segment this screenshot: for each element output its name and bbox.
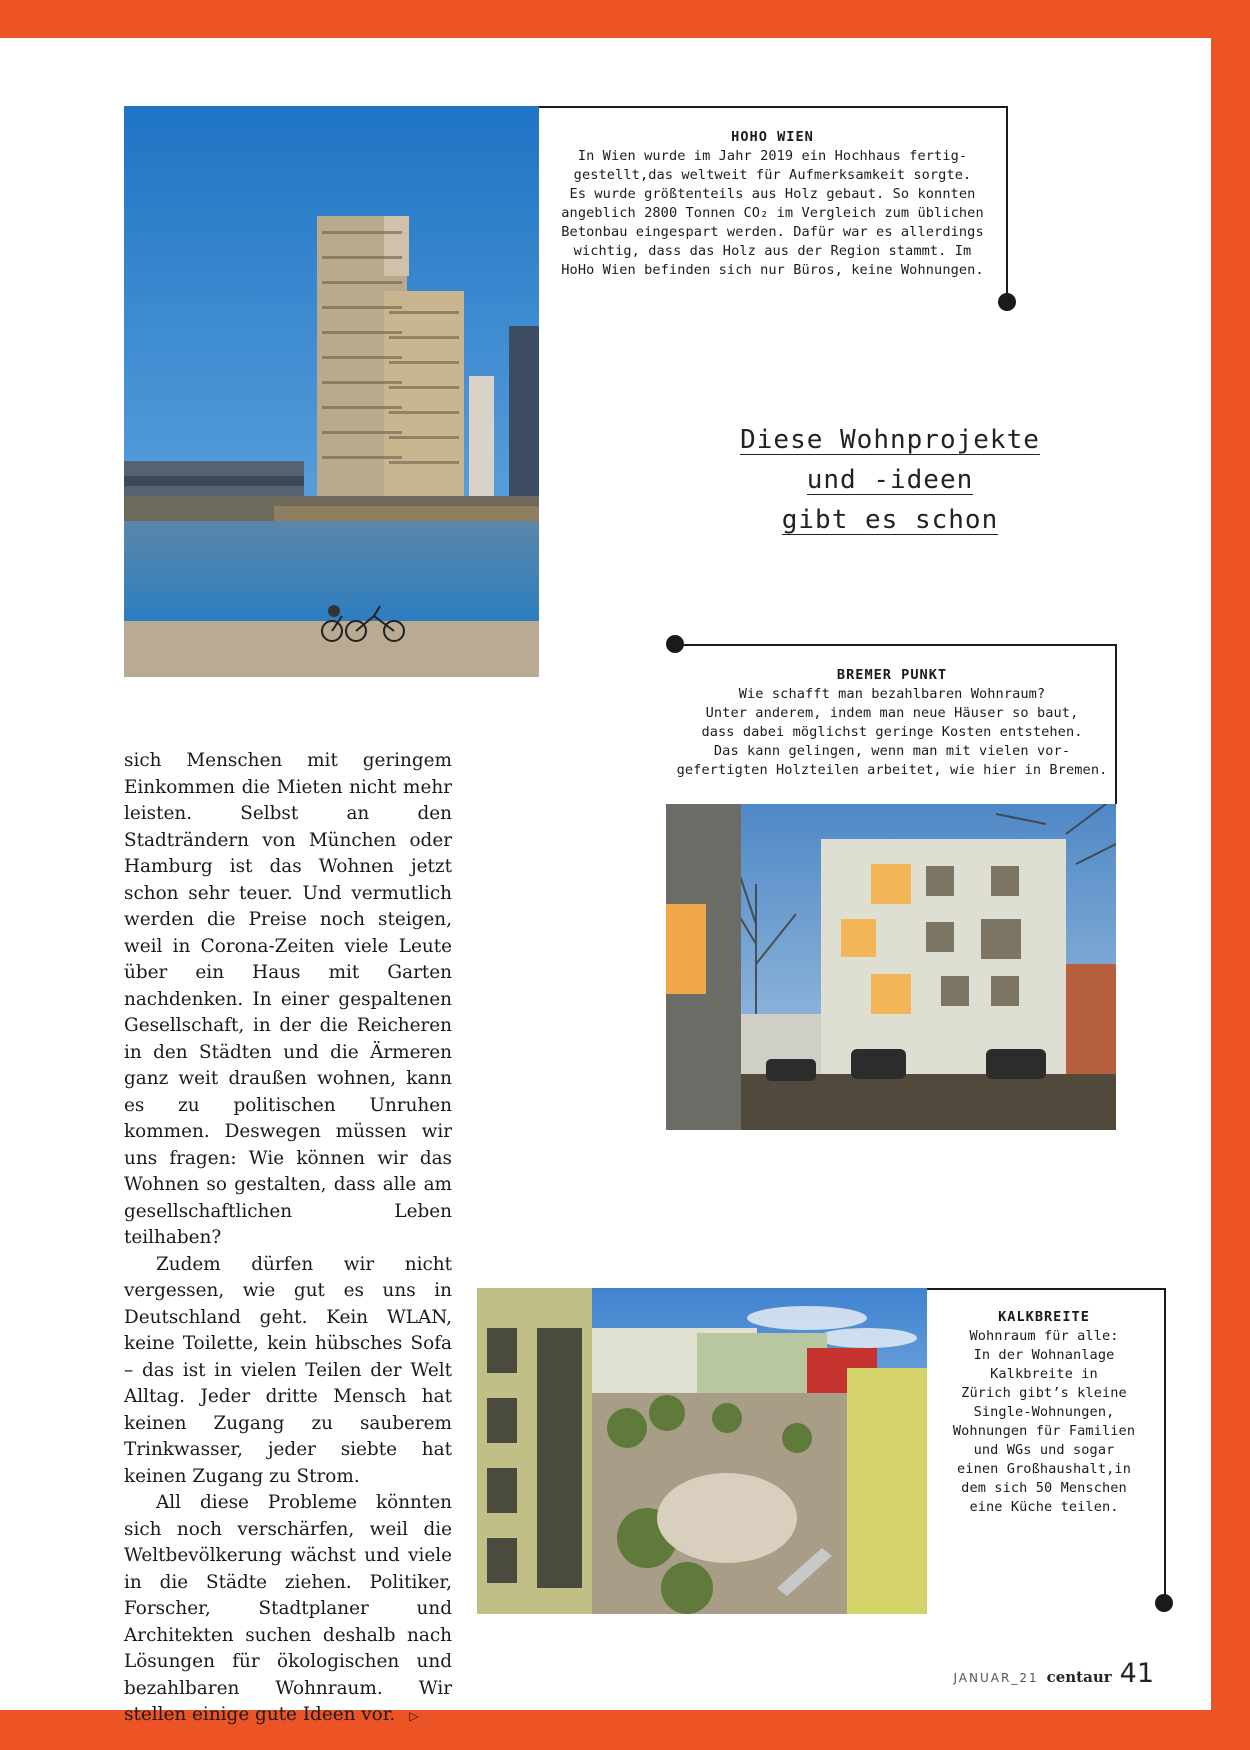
body-paragraph: sich Menschen mit geringem Einkommen die Mieten nicht mehr leisten. Selbst an den Stadträndern von München oder Hamburg ist das Wohnen jetzt schon sehr teuer. Und vermutlich werden die Preise noch steigen, weil in Corona-Zeiten viele Leute über ein Haus mit Garten nachdenken. In einer gespaltenen Gesellschaft, in der die Reicheren in den Städten und die Ärmeren ganz weit draußen wohnen, kann es zu politischen Unruhen kommen. Deswegen müssen wir uns fragen: Wie können wir das Wohnen so gestalten, dass alle am gesellschaftlichen Leben teilhaben? (124, 750, 452, 1248)
kalkbreite-caption (935, 1308, 1153, 1517)
section-headline (700, 420, 1080, 540)
headline-line-3: gibt es schon (781, 505, 999, 535)
kalkbreite-caption-title: KALKBREITE (998, 1309, 1090, 1325)
kalkbreite-caption-line: Single-Wohnungen, (973, 1404, 1115, 1420)
kalkbreite-caption-line: Kalkbreite in (990, 1366, 1098, 1382)
hoho-caption (545, 128, 1000, 280)
body-paragraph-text: All diese Probleme könnten sich noch verschärfen, weil die Weltbevölkerung wächst und viele in die Städte ziehen. Politiker, Forscher, Stadtplaner und Architekten suchen deshalb nach Lösungen für ökologischen und bezahlbaren Wohnraum. Wir stellen einige gute Ideen vor. (124, 1492, 452, 1725)
kalkbreite-caption-line: In der Wohnanlage (973, 1347, 1115, 1363)
hoho-caption-line: Betonbau eingespart werden. Dafür war es allerdings (561, 224, 984, 240)
kalkbreite-caption-frame-right (1164, 1288, 1166, 1604)
kalkbreite-caption-dot (1155, 1594, 1173, 1612)
bremer-caption-line: gefertigten Holzteilen arbeitet, wie hier in Bremen. (676, 762, 1108, 778)
bremer-caption (668, 666, 1116, 780)
hoho-caption-frame-top (539, 106, 1007, 108)
bremer-caption-line: Wie schafft man bezahlbaren Wohnraum? (738, 686, 1046, 702)
hoho-caption-line: In Wien wurde im Jahr 2019 ein Hochhaus fertig- (577, 148, 968, 164)
kalkbreite-caption-line: eine Küche teilen. (969, 1499, 1119, 1515)
hoho-caption-frame-right (1006, 106, 1008, 302)
kalkbreite-caption-line: Zürich gibt’s kleine (961, 1385, 1127, 1401)
article-body (124, 748, 452, 1730)
headline-line-1: Diese Wohnprojekte (740, 425, 1040, 455)
continue-arrow-icon: ▷ (409, 1709, 419, 1723)
kalkbreite-caption-line: Wohnraum für alle: (969, 1328, 1119, 1344)
hoho-caption-line: HoHo Wien befinden sich nur Büros, keine Wohnungen. (561, 262, 984, 278)
hoho-caption-line: gestellt,das weltweit für Aufmerksamkeit sorgte. (573, 167, 972, 183)
kalkbreite-caption-line: und WGs und sogar (973, 1442, 1115, 1458)
kalkbreite-photo (477, 1288, 927, 1614)
hoho-caption-dot (998, 293, 1016, 311)
hoho-caption-line: angeblich 2800 Tonnen CO₂ im Vergleich zum üblichen (561, 205, 984, 221)
kalkbreite-caption-line: einen Großhaushalt,in (957, 1461, 1131, 1477)
headline-line-2: und -ideen (806, 465, 974, 495)
bremer-caption-line: dass dabei möglichst geringe Kosten entstehen. (701, 724, 1083, 740)
body-paragraph: Zudem dürfen wir nicht vergessen, wie gut es uns in Deutschland geht. Kein WLAN, keine Toilette, kein hübsches Sofa – das ist in vielen Teilen der Welt Alltag. Jeder dritte Mensch hat keinen Zugang zu sauberem Trinkwasser, jeder siebte hat keinen Zugang zu Strom. (124, 1253, 452, 1487)
kalkbreite-caption-line: dem sich 50 Menschen (961, 1480, 1127, 1496)
hoho-caption-line: Es wurde größtenteils aus Holz gebaut. So konnten (569, 186, 976, 202)
bremer-punkt-photo (666, 804, 1116, 1130)
magazine-logo: centaur (1046, 1668, 1112, 1686)
hoho-wien-photo (124, 106, 539, 677)
bremer-caption-frame-top (675, 644, 1116, 646)
bremer-caption-title: BREMER PUNKT (836, 667, 948, 683)
hoho-caption-line: wichtig, dass das Holz aus der Region stammt. Im (573, 243, 972, 259)
hoho-caption-title: HOHO WIEN (731, 129, 814, 145)
page-footer (953, 1658, 1154, 1689)
bremer-caption-line: Unter anderem, indem man neue Häuser so baut, (705, 705, 1079, 721)
page-number: 41 (1119, 1658, 1154, 1689)
body-paragraph (124, 1490, 452, 1730)
issue-date: JANUAR_21 (953, 1671, 1039, 1685)
kalkbreite-caption-line: Wohnungen für Familien (952, 1423, 1136, 1439)
kalkbreite-caption-frame-top (927, 1288, 1166, 1290)
bremer-caption-line: Das kann gelingen, wenn man mit vielen vor- (713, 743, 1071, 759)
